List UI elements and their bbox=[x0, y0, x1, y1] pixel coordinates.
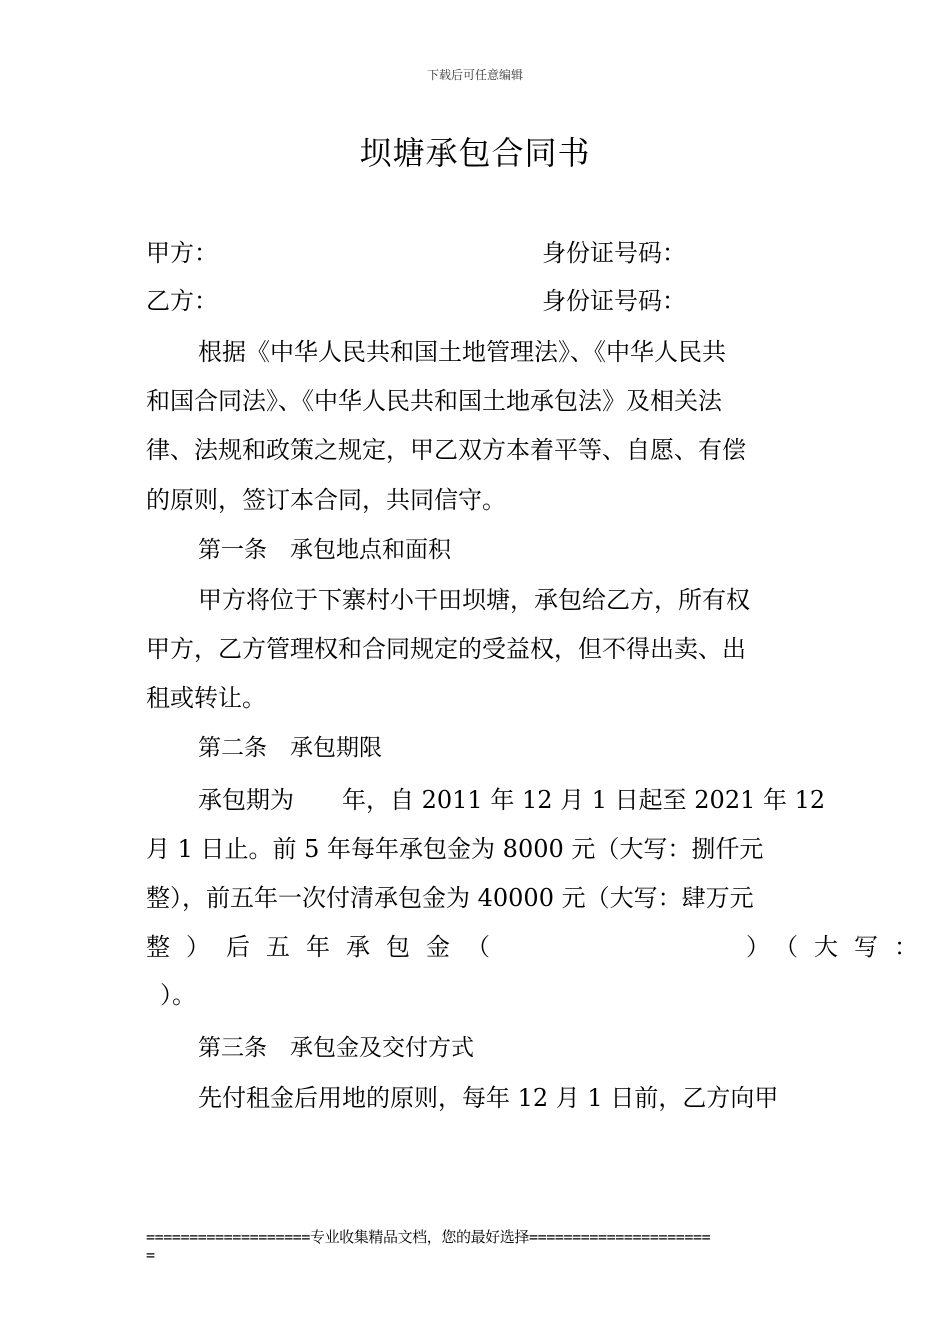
article2-line: ）。 bbox=[160, 981, 196, 1009]
article2-line: 承包期为 年，自 2011 年 12 月 1 日起至 2021 年 12 bbox=[198, 786, 826, 814]
article1-line: 甲方，乙方管理权和合同规定的受益权，但不得出卖、出 bbox=[146, 635, 746, 663]
header-note: 下载后可任意编辑 bbox=[426, 68, 523, 82]
intro-line: 的原则，签订本合同，共同信守。 bbox=[146, 486, 506, 514]
article1-line: 租或转让。 bbox=[146, 684, 266, 712]
document-title: 坝塘承包合同书 bbox=[359, 134, 591, 172]
article1-line: 甲方将位于下寨村小干田坝塘，承包给乙方，所有权 bbox=[198, 586, 750, 614]
article2-line: 月 1 日止。前 5 年每年承包金为 8000 元（大写：捌仟元 bbox=[146, 835, 764, 863]
article3-line: 先付租金后用地的原则，每年 12 月 1 日前，乙方向甲 bbox=[198, 1084, 779, 1112]
party-a-id-label: 身份证号码： bbox=[542, 239, 686, 267]
party-b-label: 乙方： bbox=[146, 287, 218, 315]
footer-separator: ===================专业收集精品文档，您的最好选择===================== bbox=[146, 1228, 711, 1246]
article1-heading: 第一条 承包地点和面积 bbox=[198, 537, 451, 563]
party-a-label: 甲方： bbox=[146, 239, 218, 267]
article3-heading: 第三条 承包金及交付方式 bbox=[198, 1035, 474, 1061]
intro-line: 和国合同法》、《中华人民共和国土地承包法》及相关法 bbox=[146, 387, 722, 415]
article2-line-justified: 整）后五年承包金（ ）（大写： bbox=[146, 933, 934, 961]
intro-line: 律、法规和政策之规定，甲乙双方本着平等、自愿、有偿 bbox=[146, 436, 746, 464]
party-b-id-label: 身份证号码： bbox=[542, 287, 686, 315]
article2-line: 整），前五年一次付清承包金为 40000 元（大写：肆万元 bbox=[146, 884, 754, 912]
footer-separator-tail: = bbox=[146, 1246, 156, 1264]
intro-line: 根据《中华人民共和国土地管理法》、《中华人民共 bbox=[198, 338, 726, 366]
article2-heading: 第二条 承包期限 bbox=[198, 735, 382, 761]
